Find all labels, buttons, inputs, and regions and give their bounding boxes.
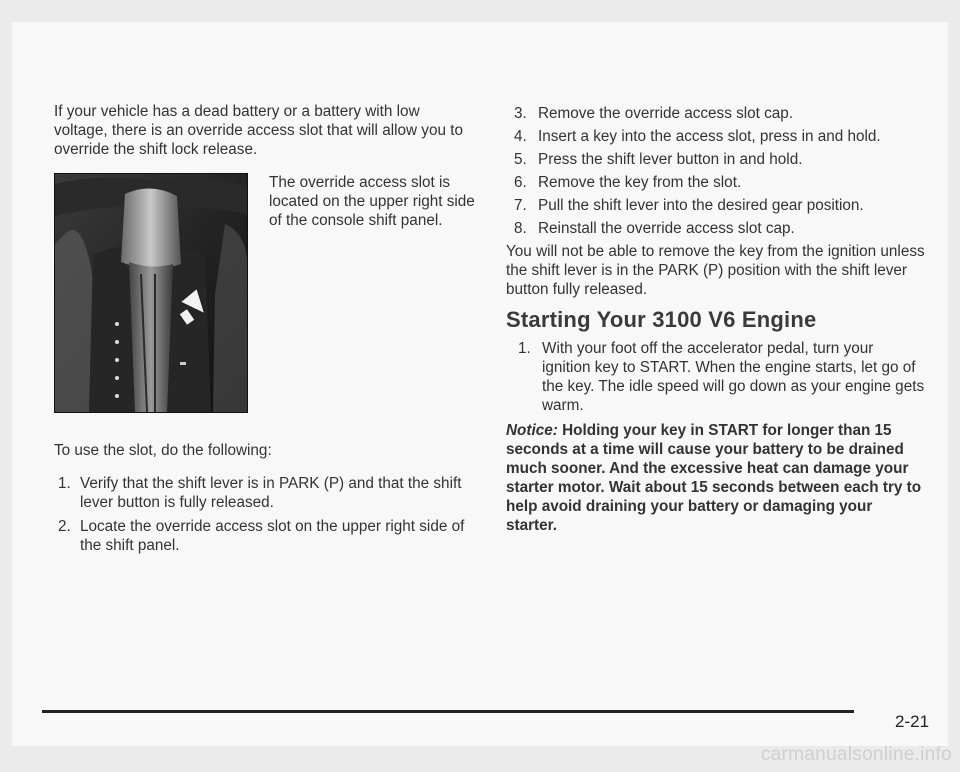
right-column — [506, 104, 926, 535]
page-number: 2-21 — [895, 712, 930, 731]
list-item — [506, 150, 926, 169]
engine-steps-list — [506, 339, 926, 415]
step-number: 3. — [514, 105, 527, 122]
right-steps-list — [506, 104, 926, 238]
step-text: Insert a key into the access slot, press in and hold. — [538, 128, 881, 145]
step-number: 7. — [514, 197, 527, 214]
section-heading: Starting Your 3100 V6 Engine — [506, 307, 817, 332]
left-steps-list — [54, 474, 474, 555]
list-item — [506, 173, 926, 192]
step-number: 1. — [518, 340, 531, 357]
watermark-text: carmanualsonline.info — [760, 744, 952, 765]
manual-page — [12, 22, 948, 746]
list-item — [506, 127, 926, 146]
list-item — [506, 196, 926, 215]
intro-paragraph: If your vehicle has a dead battery or a battery with low voltage, there is an override access slot that will allow you to override the shift lock release. — [54, 103, 463, 158]
figure-caption: The override access slot is located on the upper right side of the console shift panel. — [269, 174, 475, 229]
shift-lever-photo — [54, 173, 248, 413]
step-number: 5. — [514, 151, 527, 168]
list-item — [54, 474, 474, 512]
list-item — [506, 104, 926, 123]
steps-lead-text: To use the slot, do the following: — [54, 442, 272, 459]
notice-text: Holding your key in START for longer than 15 seconds at a time will cause your battery to be drained much sooner. And the excessive heat can damage your starter motor. Wait about 15 seconds between each try to help avoid draining your battery or damaging your starter. — [506, 422, 922, 534]
list-item — [506, 339, 926, 415]
step-number: 2. — [58, 518, 71, 535]
step-number: 1. — [58, 475, 71, 492]
left-column — [54, 102, 474, 560]
step-text: Verify that the shift lever is in PARK (P) and that the shift lever button is fully released. — [80, 475, 462, 511]
step-text: Locate the override access slot on the upper right side of the shift panel. — [80, 518, 465, 554]
step-number: 8. — [514, 220, 527, 237]
step-number: 4. — [514, 128, 527, 145]
step-text: Remove the override access slot cap. — [538, 105, 794, 122]
step-text: Remove the key from the slot. — [538, 174, 742, 191]
step-text: Reinstall the override access slot cap. — [538, 220, 795, 237]
notice-label: Notice: — [506, 422, 558, 439]
list-item — [54, 517, 474, 555]
step-text: With your foot off the accelerator pedal, turn your ignition key to START. When the engine starts, let go of the key. The idle speed will go down as your engine gets warm. — [542, 340, 925, 414]
step-text: Press the shift lever button in and hold. — [538, 151, 803, 168]
shift-console-illustration — [55, 174, 247, 412]
notice-block — [506, 421, 926, 535]
figure-row — [54, 173, 474, 409]
list-item — [506, 219, 926, 238]
ignition-paragraph: You will not be able to remove the key from the ignition unless the shift lever is in the PARK (P) position with the shift lever button fully released. — [506, 243, 925, 298]
step-number: 6. — [514, 174, 527, 191]
footer-rule — [42, 710, 854, 713]
step-text: Pull the shift lever into the desired gear position. — [538, 197, 864, 214]
